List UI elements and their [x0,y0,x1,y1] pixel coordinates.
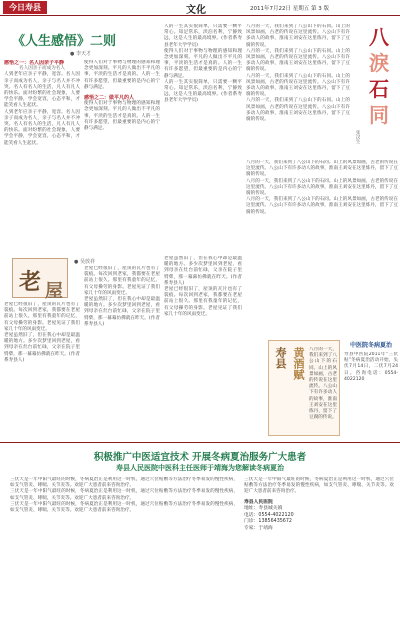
title-char: 淚 [369,51,389,75]
paragraph: 三伏天是一年中阳气最旺的时候，冬病夏治正是利用这一时机，通过穴位贴敷等方法治疗冬季易发的慢性疾病，如支气管炎、哮喘、关节炎等。欢迎广大患者前来咨询治疗。 [244,477,394,495]
ad-body [10,477,238,603]
title-box [12,258,68,302]
paragraph: 老屋虽然旧了，但在我心中却是最温暖的地方。多少次梦里回到老屋，看到母亲在灶台前忙碌，父亲在院子里劈柴，那一幕幕仿佛就在昨天。(作者系寿县人) [164,256,242,286]
newspaper-logo: 今日寿县 [3,1,47,14]
paragraph: 老屋已经很旧了，屋顶的瓦片也有了裂痕。每次回到老家，我都要在老屋前站上很久。那里有我童年的记忆，有父母操劳的身影。老屋见证了我们家几十年的风雨变迁。 [164,287,242,317]
page-header [0,0,400,16]
paragraph: 八月的一天，我们来到了八公山下的石同。山上的风景如画，古老的传说在这里流传。八公山下有许多动人的故事，淮南王刘安在这里炼丹，留下了豆腐的传说。 [246,73,350,98]
article-column-1 [4,302,80,436]
right-article-body-2 [246,160,398,336]
paragraph: 八月的一天，我们来到了八公山下的石同。山上的风景如画，古老的传说在这里流传。八公山下有许多动人的故事，淮南王刘安在这里炼丹，留下了豆腐的传说。 [246,197,398,215]
paragraph: 人到老年应亲子平静，宽容。名人因亲子而成为名人，亲子与名人并不冲突。名人有名人的生活，凡人有凡人的快乐。面对纷繁的社会现象，人要学会平静，学会宽容，心态平和，才能笑看人生起伏。 [4,72,80,109]
article-column-3 [164,24,242,246]
article-author: ● 吴放祥 [74,259,95,265]
paragraph: 八月的一天，我们来到了八公山下的石同。山上的风景如画，古老的传说在这里流传。八公山下有许多动人的故事，淮南王刘安在这里炼丹，留下了豆腐的传说。 [246,98,350,123]
paragraph: 人的一生其实很简单，只需要一颗平常心。知足常乐，淡泊名利，宁静致远，这是人生的最高境界。(作者系寿县老年大学学员) [164,24,242,48]
notice-body: 寿县中医院2011年“三伏贴”冬病夏治活动开始，头伏7月14日，二伏7月24日。咨询电话：0554-4022120 [344,352,398,382]
poem-title: 寿县 [274,347,287,369]
vertical-author: 张汉生 [355,130,360,144]
paragraph: 使得人们对于事物与物理的感知和理念更加深刻。平凡的人做出不平凡的事，平淡的生活才是真的。人的一生有许多愿望，但最重要的是内心的宁静与满足。 [84,101,160,132]
paragraph: 八月的一天，我们来到了八公山下的石同。山上的风景如画，古老的传说在这里流传。八公山下有许多动人的故事，淮南王刘安在这里炼丹，留下了豆腐的传说。 [246,178,398,197]
vertical-title [362,24,396,156]
article-old-house [4,252,242,438]
article-column-2 [84,266,160,436]
dateline: 2011年7月22日 星期五 第 3 版 [250,6,329,12]
paragraph: 使得人们对于事物与物理的感知和理念更加深刻。平凡的人做出不平凡的事，平淡的生活才是真的。人的一生有许多愿望，但最重要的是内心的宁静与满足。 [164,48,242,79]
hospital-notice [344,340,398,436]
paragraph: 老屋虽然旧了，但在我心中却是最温暖的地方。多少次梦里回到老屋，看到母亲在灶台前忙碌，父亲在院子里劈柴，那一幕幕仿佛就在昨天。(作者系寿县人) [84,297,160,327]
paragraph: 三伏天是一年中阳气最旺的时候，冬病夏治正是利用这一时机，通过穴位贴敷等方法治疗冬季易发的慢性疾病，如支气管炎、哮喘、关节炎等。欢迎广大患者前来咨询治疗。 [10,501,238,514]
title-char: 屋 [45,281,63,302]
article-column-2 [84,60,160,246]
paragraph: 老屋虽然旧了，但在我心中却是最温暖的地方。多少次梦里回到老屋，看到母亲在灶台前忙碌，父亲在院子里劈柴，那一幕幕仿佛就在昨天。(作者系寿县人) [4,333,80,363]
ad-subheadline: 寿县人民医院中医科主任医师于靖海为您解读冬病夏治 [116,463,284,472]
paragraph: 老屋已经很旧了，屋顶的瓦片也有了裂痕。每次回到老家，我都要在老屋前站上很久。那里有我童年的记忆，有父母操劳的身影。老屋见证了我们家几十年的风雨变迁。 [84,266,160,296]
contact-line: 专家：于靖海 [244,525,273,531]
ad-contact [244,477,394,603]
paragraph: 老屋已经很旧了，屋顶的瓦片也有了裂痕。每次回到老家，我都要在老屋前站上很久。那里有我童年的记忆，有父母操劳的身影。老屋见证了我们家几十年的风雨变迁。 [4,302,80,332]
poem-text: 八月的一天，我们来到了八公山下的石同。山上的风景如画，古老的传说在这里流传。八公山下有许多动人的故事，淮南王刘安在这里炼丹，留下了豆腐的传说。 [309,347,337,421]
paragraph: 八月的一天，我们来到了八公山下的石同。山上的风景如画，古老的传说在这里流传。八公山下有许多动人的故事，淮南王刘安在这里炼丹，留下了豆腐的传说。 [246,160,398,178]
paragraph: 人的一生其实很简单，只需要一颗平常心。知足常乐，淡泊名利，宁静致远，这是人生的最高境界。(作者系寿县老年大学学员) [164,79,242,104]
contact-line: 地址：寿县城关镇 [244,506,283,512]
poem-box [268,340,340,436]
paragraph: 三伏天是一年中阳气最旺的时候，冬病夏治正是利用这一时机，通过穴位贴敷等方法治疗冬季易发的慢性疾病，如支气管炎、哮喘、关节炎等。欢迎广大患者前来咨询治疗。 [10,477,238,489]
title-char: 石 [369,77,389,101]
subheading: 感悟之二：做平凡的人 [84,95,135,102]
article-author: ● 李天才 [70,51,91,57]
paragraph: 八月的一天，我们来到了八公山下的石同。山上的风景如画，古老的传说在这里流传。八公山下有许多动人的故事，淮南王刘安在这里炼丹，留下了豆腐的传说。 [246,48,350,73]
paragraph: 三伏天是一年中阳气最旺的时候，冬病夏治正是利用这一时机，通过穴位贴敷等方法治疗冬季易发的慢性疾病，如支气管炎、哮喘、关节炎等。欢迎广大患者前来咨询治疗。 [10,489,238,501]
article-column-1 [4,60,80,246]
paragraph: 人到老年应亲子平静，宽容。名人因亲子而成为名人，亲子与名人并不冲突。名人有名人的生活，凡人有凡人的快乐。面对纷繁的社会现象，人要学会平静，学会宽容，心态平和，才能笑看人生起伏。 [4,109,80,146]
title-char: 同 [369,103,389,127]
poem-title: 黄酒赋 [292,347,305,380]
title-char: 八 [369,25,389,49]
title-char: 老 [19,269,42,295]
section-title: 文化 [186,5,206,16]
contact-line: 电话：0554-4022120 [244,512,294,518]
article-column-3 [164,256,242,436]
subheading-2: 名人因亲子而成为名人 [19,66,65,72]
subheading: 感悟之一：名人因亲子平静 [4,60,65,66]
paragraph: 使得人们对于事物与物理的感知和理念更加深刻。平凡的人做出不平凡的事，平淡的生活才是真的。人的一生有许多愿望，但最重要的是内心的宁静与满足。 [84,60,160,90]
article-life-insights [4,20,242,248]
contact-line: 门诊：13856435672 [244,519,292,525]
ad-headline: 积极推广中医适宜技术 开展冬病夏治服务广大患者 [93,452,307,463]
hospital-name: 寿县人民医院 [244,499,273,505]
article-title: 《人生感悟》二则 [11,34,116,49]
paragraph: 八月的一天，我们来到了八公山下的石同。山上的风景如画，古老的传说在这里流传。八公山下有许多动人的故事，淮南王刘安在这里炼丹，留下了豆腐的传说。 [246,24,350,48]
hospital-advertisement [0,442,400,606]
notice-title: 中医院冬病夏治 [349,342,392,349]
